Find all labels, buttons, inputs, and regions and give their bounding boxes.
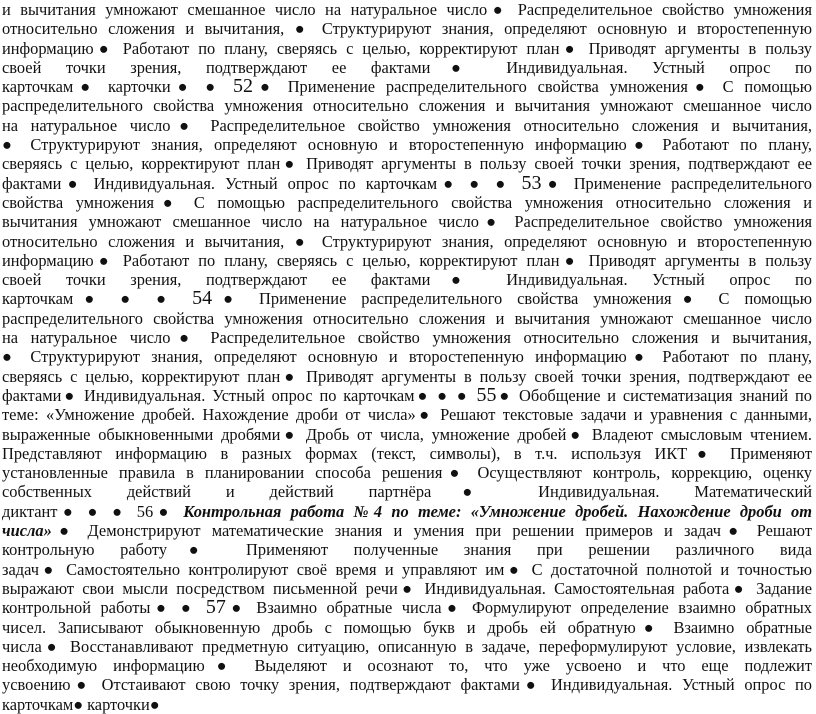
text-line: карточкам● ● ● 54● Применение распределительного свойства умножения● С помощью [2, 289, 812, 309]
text-line: сверяясь с целью, корректируют план● Приводят аргументы в пользу своей точки зрения, подтверждают ее [2, 366, 812, 386]
text-line: числа● Восстанавливают предметную ситуацию, описанную в задаче, переформулируют условие, извлекать [2, 636, 812, 656]
text-line: чисел. Записывают обыкновенную дробь с помощью букв и дробь ей обратную● Взаимно обратные [2, 617, 812, 637]
control-work-title: Контрольная работа №4 по теме: «Умножение дробей. Нахождение дроби от [183, 501, 812, 521]
text-line: вычитания умножают смешанное число на натуральное число● Распределительное свойство умножения [2, 212, 812, 232]
text-line: собственных действий и действий партнёра● Индивидуальная. Математический [2, 482, 812, 502]
text-line: информацию● Работают по плану, сверяясь с целью, корректируют план● Приводят аргументы в пользу [2, 38, 812, 58]
text-line: своей точки зрения, подтверждают ее фактами● Индивидуальная. Устный опрос по [2, 270, 812, 290]
text-line: Представляют информацию в разных формах (текст, символы), в т.ч. используя ИКТ● Применяют [2, 443, 812, 463]
text-line: информацию● Работают по плану, сверяясь с целью, корректируют план● Приводят аргументы в пользу [2, 250, 812, 270]
text-line: фактами● Индивидуальная. Устный опрос по карточкам● ● ● 55● Обобщение и систематизация знаний по [2, 385, 812, 406]
text-block-lessons-51-56 [2, 0, 812, 502]
text-line: контрольной работы● ● 57● Взаимно обратные числа● Формулируют определение взаимно обратных [2, 598, 812, 618]
text-line: задач● Самостоятельно контролируют своё время и управляют им● С достаточной полнотой и точностью [2, 559, 812, 579]
text-line: свойства умножения● С помощью распределительного свойства умножения относительно сложения и [2, 192, 812, 212]
text-line: распределительного свойства умножения относительно сложения и вычитания умножают смешанное число [2, 96, 812, 116]
lesson-number: 57 [205, 598, 226, 618]
text-line: своей точки зрения, подтверждают ее фактами● Индивидуальная. Устный опрос по [2, 57, 812, 77]
text-line: усвоению● Отстаивают свою точку зрения, подтверждают фактами● Индивидуальная. Устный опрос по [2, 675, 812, 695]
text-line: фактами● Индивидуальная. Устный опрос по карточкам● ● ● 53● Применение распределительного [2, 173, 812, 193]
text-line: установленные правила в планировании способа решения● Осуществляют контроль, коррекцию, оценку [2, 463, 812, 483]
text-line: и вычитания умножают смешанное число на натуральное число● Распределительное свойство умножения [2, 0, 812, 19]
text-line: относительно сложения и вычитания, ● Структурируют знания, определяют основную и второстепенную [2, 231, 812, 251]
lesson-number: 54 [192, 289, 213, 309]
text-line: относительно сложения и вычитания, ● Структурируют знания, определяют основную и второстепенную [2, 19, 812, 39]
lesson-number: 53 [521, 173, 542, 193]
text-line-rest: ● Демонстрируют математические знания и умения при решении примеров и задач● Решают [51, 521, 812, 541]
text-block-lessons-56-57 [2, 540, 812, 714]
text-line-control-work-heading [2, 502, 812, 521]
text-line: сверяясь с целью, корректируют план● Приводят аргументы в пользу своей точки зрения, подтверждают ее [2, 154, 812, 174]
text-line: распределительного свойства умножения относительно сложения и вычитания умножают смешанное число [2, 308, 812, 328]
text-line: контрольную работу● Применяют полученные знания при решении различного вида [2, 540, 812, 560]
text-line: теме: «Умножение дробей. Нахождение дроби от числа»● Решают текстовые задачи и уравнения с данными, [2, 405, 812, 425]
text-line: карточкам● карточки● ● 52● Применение распределительного свойства умножения● С помощью [2, 77, 812, 97]
text-line: на натуральное число● Распределительное свойство умножения относительно сложения и вычитания, [2, 328, 812, 348]
text-line: необходимую информацию● Выделяют и осознают то, что уже усвоено и что еще подлежит [2, 656, 812, 676]
text-line: на натуральное число● Распределительное свойство умножения относительно сложения и вычитания, [2, 115, 812, 135]
lesson-number: 52 [233, 77, 254, 97]
text-line: выражают свои мысли посредством письменной речи● Индивидуальная. Самостоятельная работа● Задание [2, 578, 812, 598]
control-work-title-end: числа» [2, 521, 52, 541]
text-line: ● Структурируют знания, определяют основную и второстепенную информацию● Работают по плану, [2, 135, 812, 155]
lesson-number: 55 [476, 385, 497, 406]
text-line: выраженные обыкновенными дробями● Дробь от числа, умножение дробей● Владеют смысловым чтением. [2, 424, 812, 444]
text-line: карточкам● карточки● [2, 694, 160, 714]
text-line: ● Структурируют знания, определяют основную и второстепенную информацию● Работают по плану, [2, 347, 812, 367]
text-line-control-work-continued [2, 521, 812, 540]
text-line-prefix: диктант● ● ● 56● [2, 501, 184, 521]
